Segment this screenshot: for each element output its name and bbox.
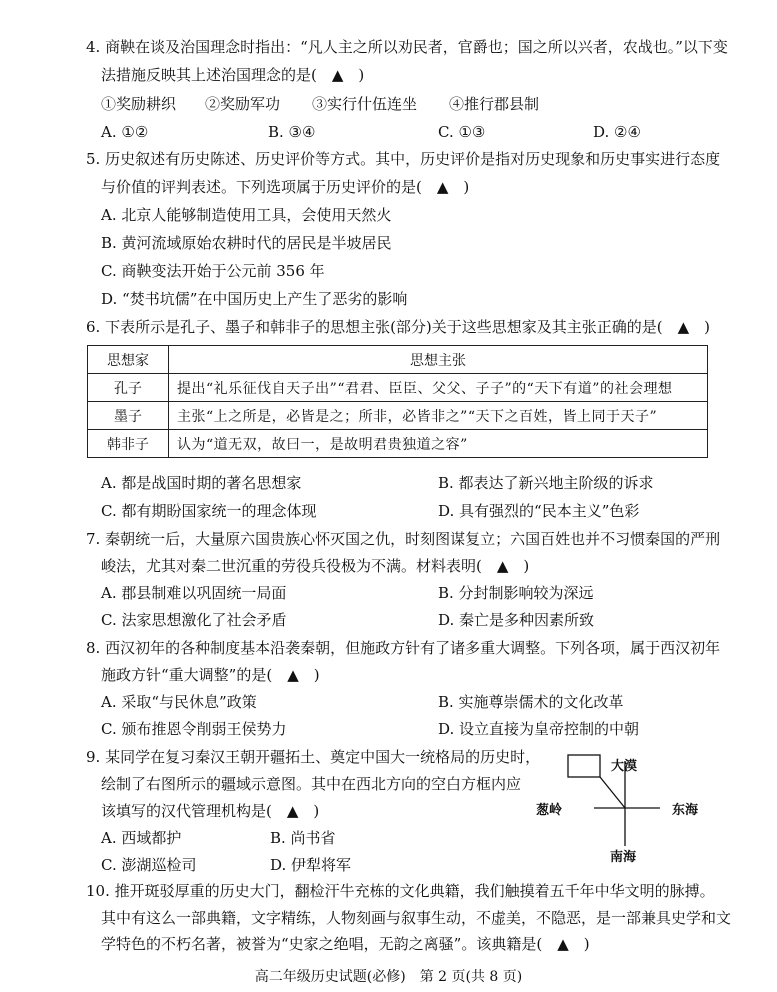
- q6-stem-line1: 6. 下表所示是孔子、墨子和韩非子的思想主张(部分)关于这些思想家及其主张正确的是( ▲ ): [86, 318, 711, 336]
- q9-stem-line3: 该填写的汉代管理机构是( ▲ ): [101, 802, 320, 820]
- q7-stem-line2: 峻法，尤其对秦二世沉重的劳役兵役极为不满。材料表明( ▲ ): [101, 557, 530, 575]
- table-cell-name: 韩非子: [88, 430, 169, 458]
- q6-option-a[interactable]: A. 都是战国时期的著名思想家: [101, 474, 302, 492]
- map-label-west: 葱岭: [536, 803, 563, 818]
- q7-option-c[interactable]: C. 法家思想激化了社会矛盾: [101, 611, 287, 629]
- q7-stem-line1: 7. 秦朝统一后，大量原六国贵族心怀灭国之仇，时刻图谋复立；六国百姓也并不习惯秦国的严刑: [86, 530, 721, 548]
- q5-stem-line1: 5. 历史叙述有历史陈述、历史评价等方式。其中，历史评价是指对历史现象和历史事实进行态度: [86, 150, 721, 168]
- q7-option-a[interactable]: A. 郡县制难以巩固统一局面: [101, 584, 287, 602]
- q5-option-d[interactable]: D. “焚书坑儒”在中国历史上产生了恶劣的影响: [101, 290, 408, 308]
- q9-option-b[interactable]: B. 尚书省: [270, 829, 336, 847]
- q5-option-b[interactable]: B. 黄河流域原始农耕时代的居民是半坡居民: [101, 234, 392, 252]
- q5-option-c[interactable]: C. 商鞅变法开始于公元前 356 年: [101, 262, 325, 280]
- table-cell-idea: 认为“道无双，故曰一，是故明君贵独道之容”: [169, 430, 708, 458]
- q9-option-d[interactable]: D. 伊犁将军: [270, 856, 352, 874]
- table-header-idea: 思想主张: [169, 346, 708, 374]
- map-label-north: 大漠: [611, 759, 638, 774]
- map-label-east: 东海: [672, 803, 699, 818]
- blank-box[interactable]: [568, 755, 600, 777]
- table-cell-name: 孔子: [88, 374, 169, 402]
- q8-stem-line2: 施政方针“重大调整”的是( ▲ ): [101, 666, 320, 684]
- table-cell-name: 墨子: [88, 402, 169, 430]
- table-header-thinker: 思想家: [88, 346, 169, 374]
- q9-stem-line1: 9. 某同学在复习秦汉王朝开疆拓土、奠定中国大一统格局的历史时，: [86, 748, 541, 766]
- page-footer: 高二年级历史试题(必修) 第 2 页(共 8 页): [254, 969, 523, 985]
- q6-option-d[interactable]: D. 具有强烈的“民本主义”色彩: [438, 502, 640, 520]
- q8-option-d[interactable]: D. 设立直接为皇帝控制的中朝: [438, 720, 640, 738]
- q8-option-b[interactable]: B. 实施尊崇儒术的文化改革: [438, 693, 624, 711]
- q10-stem-line3: 学特色的不朽名著，被誉为“史家之绝唱，无韵之离骚”。该典籍是( ▲ ): [101, 935, 590, 953]
- thinkers-table: [87, 345, 708, 458]
- q9-option-c[interactable]: C. 澎湖巡检司: [101, 856, 197, 874]
- q8-option-c[interactable]: C. 颁布推恩令削弱王侯势力: [101, 720, 287, 738]
- table-cell-idea: 提出“礼乐征伐自天子出”“君君、臣臣、父父、子子”的“天下有道”的社会理想: [169, 374, 708, 402]
- q9-option-a[interactable]: A. 西域都护: [101, 829, 182, 847]
- table-cell-idea: 主张“上之所是，必皆是之；所非，必皆非之”“天下之百姓，皆上同于天子”: [169, 402, 708, 430]
- northwest-pointer: [600, 777, 625, 808]
- table-row: [88, 430, 708, 458]
- q5-option-a[interactable]: A. 北京人能够制造使用工具，会使用天然火: [101, 206, 392, 224]
- q10-stem-line1: 10. 推开斑驳厚重的历史大门，翻检汗牛充栋的文化典籍，我们触摸着五千年中华文明的脉搏。: [86, 882, 715, 900]
- table-row: [88, 374, 708, 402]
- q4-stem-line2: 法措施反映其上述治国理念的是( ▲ ): [101, 66, 365, 84]
- q9-stem-line2: 绘制了右图所示的疆域示意图。其中在西北方向的空白方框内应: [101, 775, 522, 793]
- q10-stem-line2: 其中有这么一部典籍，文字精练，人物刻画与叙事生动，不虚美，不隐恶，是一部兼具史学和文: [101, 909, 732, 927]
- q4-item-3: ③实行什伍连坐: [312, 95, 418, 113]
- q4-item-2: ②奖励军功: [205, 95, 281, 113]
- q7-option-b[interactable]: B. 分封制影响较为深远: [438, 584, 594, 602]
- table-header-row: [88, 346, 708, 374]
- q8-stem-line1: 8. 西汉初年的各种制度基本沿袭秦朝，但施政方针有了诸多重大调整。下列各项，属于西汉初年: [86, 639, 721, 657]
- q4-option-b[interactable]: B. ③④: [268, 123, 316, 141]
- table-row: [88, 402, 708, 430]
- q7-option-d[interactable]: D. 秦亡是多种因素所致: [438, 611, 595, 629]
- q8-option-a[interactable]: A. 采取“与民休息”政策: [101, 693, 257, 711]
- q4-item-4: ④推行郡县制: [449, 95, 540, 113]
- q4-option-a[interactable]: A. ①②: [101, 123, 149, 141]
- q5-stem-line2: 与价值的评判表述。下列选项属于历史评价的是( ▲ ): [101, 178, 470, 196]
- map-label-south: 南海: [610, 850, 637, 865]
- q6-option-b[interactable]: B. 都表达了新兴地主阶级的诉求: [438, 474, 654, 492]
- territory-sketch-map: [532, 751, 708, 866]
- q4-item-1: ①奖励耕织: [101, 95, 177, 113]
- q4-option-d[interactable]: D. ②④: [593, 123, 641, 141]
- q4-stem-line1: 4. 商鞅在谈及治国理念时指出：“凡人主之所以劝民者，官爵也；国之所以兴者，农战也。”以下变: [86, 38, 728, 56]
- q4-option-c[interactable]: C. ①③: [438, 123, 486, 141]
- q6-option-c[interactable]: C. 都有期盼国家统一的理念体现: [101, 502, 317, 520]
